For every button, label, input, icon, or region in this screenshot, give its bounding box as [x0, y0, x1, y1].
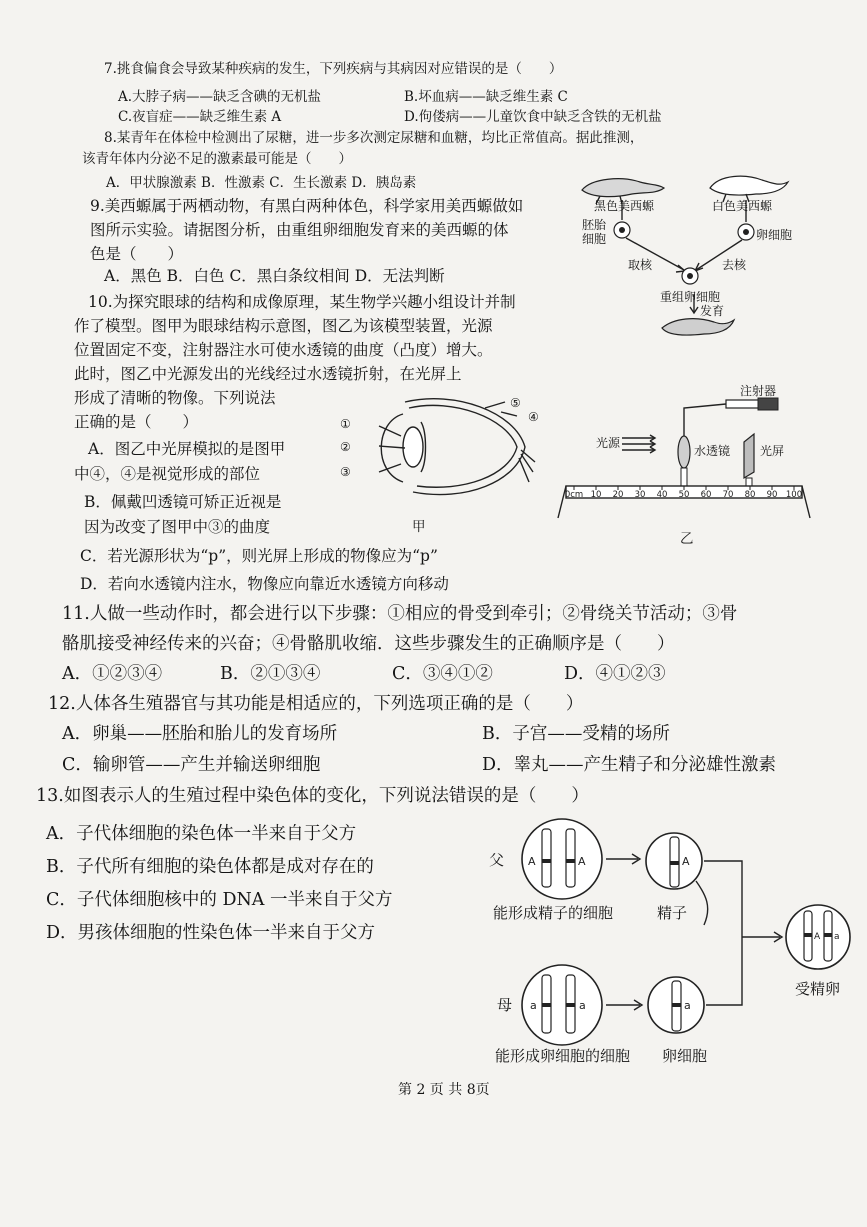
q11-stem-line2: 骼肌接受神经传来的兴奋；④骨骼肌收缩．这些步骤发生的正确顺序是（ ）: [62, 634, 675, 654]
label-egg-cell: 卵细胞: [756, 228, 793, 242]
q13-option-a: A．子代体细胞的染色体一半来自于父方: [46, 824, 357, 844]
q12-option-d: D．睾丸——产生精子和分泌雄性激素: [482, 755, 777, 775]
q8-stem-line1: 8.某青年在体检中检测出了尿糖，进一步多次测定尿糖和血糖，均比正常值高。据此推测，: [104, 130, 644, 146]
water-lens-drawing: [678, 436, 690, 468]
gene-a-egg: a: [684, 999, 691, 1012]
ruler-tick-label: 30: [634, 490, 646, 500]
model-diagram-label: 乙: [680, 531, 694, 547]
gene-a-mother-left: a: [530, 999, 537, 1012]
q11-option-b: B．②①③④: [220, 664, 321, 684]
q10-option-a-line1: A．图乙中光屏模拟的是图甲: [88, 440, 286, 458]
gene-A-father-left: A: [528, 855, 536, 868]
label-white-axolotl: 白色美西螈: [712, 199, 773, 213]
eye-mark-2: ②: [340, 440, 351, 454]
q7-option-b: B.坏血病——缺乏维生素 C: [404, 89, 568, 105]
q9-stem-line1: 9.美西螈属于两栖动物，有黑白两种体色，科学家用美西螈做如: [90, 197, 524, 215]
ruler-tick-label: 90: [766, 490, 778, 500]
ruler-tick-label: 40: [656, 490, 668, 500]
label-recombined-egg: 重组卵细胞: [660, 290, 721, 304]
q8-options: A．甲状腺激素 B．性激素 C．生长激素 D．胰岛素: [106, 175, 417, 191]
ruler-tick-label: 70: [722, 490, 734, 500]
label-water-lens: 水透镜: [694, 444, 731, 458]
q12-option-a: A．卵巢——胚胎和胎儿的发育场所: [62, 724, 338, 744]
eye-mark-4: ④: [528, 410, 539, 424]
q10-stem-line4: 此时，图乙中光源发出的光线经过水透镜折射，在光屏上: [74, 365, 462, 383]
eye-mark-1: ①: [340, 417, 351, 431]
ruler-tick-label: 100: [785, 490, 803, 500]
label-syringe: 注射器: [740, 384, 777, 398]
q7-option-a: A.大脖子病——缺乏含碘的无机盐: [118, 89, 322, 105]
offspring-axolotl-drawing: [662, 319, 734, 335]
ruler-tick-label: 10: [590, 490, 602, 500]
label-embryo-cell: 胚胎细胞: [582, 218, 607, 247]
axolotl-figure: [570, 168, 800, 343]
gene-a-zygote: a: [834, 932, 840, 942]
label-mother: 母: [497, 996, 513, 1014]
q12-option-c: C．输卵管——产生并输送卵细胞: [62, 755, 321, 775]
label-egg: 卵细胞: [662, 1047, 708, 1065]
label-take-nucleus: 取核: [628, 258, 653, 272]
q10-stem-line5: 形成了清晰的物像。下列说法: [74, 389, 276, 407]
gene-a-mother-right: a: [579, 999, 586, 1012]
label-screen: 光屏: [760, 444, 785, 458]
q10-option-b-line2: 因为改变了图甲中③的曲度: [84, 518, 271, 536]
q13-option-c: C．子代体细胞核中的 DNA 一半来自于父方: [46, 890, 393, 910]
gene-A-zygote: A: [814, 932, 821, 942]
ruler-tick-label: 60: [700, 490, 712, 500]
label-develop: 发育: [700, 304, 725, 318]
q11-option-a: A．①②③④: [62, 664, 163, 684]
q9-stem-line2: 图所示实验。请据图分析，由重组卵细胞发育来的美西螈的体: [90, 221, 509, 239]
label-black-axolotl: 黑色美西螈: [594, 199, 655, 213]
eye-mark-3: ③: [340, 465, 351, 479]
label-remove-nucleus: 去核: [722, 258, 747, 272]
ruler-tick-label: 80: [744, 490, 756, 500]
q10-option-d: D．若向水透镜内注水，物像应向靠近水透镜方向移动: [80, 575, 449, 593]
q7-option-c: C.夜盲症——缺乏维生素 A: [118, 109, 282, 125]
q10-option-a-line2: 中④，④是视觉形成的部位: [74, 465, 261, 483]
q13-stem: 13.如图表示人的生殖过程中染色体的变化，下列说法错误的是（ ）: [36, 786, 589, 806]
q10-stem-line1: 10.为探究眼球的结构和成像原理，某生物学兴趣小组设计并制: [88, 293, 516, 311]
q12-option-b: B．子宫——受精的场所: [482, 724, 670, 744]
q13-option-b: B．子代所有细胞的染色体都是成对存在的: [46, 857, 374, 877]
ruler-tick-label: 0cm: [564, 490, 584, 500]
label-sperm: 精子: [657, 904, 688, 922]
screen-drawing: [744, 434, 754, 478]
page-number: 第 2 页 共 8页: [398, 1082, 490, 1098]
q10-option-c: C．若光源形状为“p”，则光屏上形成的物像应为“p”: [80, 547, 438, 565]
label-father: 父: [489, 851, 505, 869]
eye-diagram: [335, 392, 535, 502]
eye-diagram-label: 甲: [412, 519, 426, 535]
label-zygote: 受精卵: [795, 980, 841, 998]
q7-stem: 7.挑食偏食会导致某种疾病的发生，下列疾病与其病因对应错误的是（ ）: [104, 61, 563, 77]
eye-mark-5: ⑤: [510, 396, 521, 410]
label-sperm-mother-cell: 能形成精子的细胞: [493, 904, 614, 922]
q10-option-b-line1: B．佩戴凹透镜可矫正近视是: [84, 493, 282, 511]
gene-A-sperm: A: [682, 855, 690, 868]
q9-options: A．黑色 B．白色 C．黑白条纹相间 D．无法判断: [104, 267, 445, 285]
label-light-source: 光源: [596, 436, 621, 450]
q10-stem-line6: 正确的是（ ）: [74, 413, 199, 431]
q9-stem-line3: 色是（ ）: [90, 245, 184, 263]
gene-A-father-right: A: [578, 855, 586, 868]
q10-stem-line3: 位置固定不变，注射器注水可使水透镜的曲度（凸度）增大。: [74, 341, 493, 359]
q11-option-c: C．③④①②: [392, 664, 493, 684]
ruler-tick-label: 50: [678, 490, 690, 500]
q8-stem-line2: 该青年体内分泌不足的激素最可能是（ ）: [82, 151, 352, 167]
q13-option-d: D．男孩体细胞的性染色体一半来自于父方: [46, 923, 376, 943]
egg-cell-chromosome: [648, 977, 704, 1033]
q12-stem: 12.人体各生殖器官与其功能是相适应的，下列选项正确的是（ ）: [48, 694, 584, 714]
q7-option-d: D.佝偻病——儿童饮食中缺乏含铁的无机盐: [404, 109, 662, 125]
q11-stem-line1: 11.人做一些动作时，都会进行以下步骤：①相应的骨受到牵引；②骨绕关节活动；③骨: [62, 604, 738, 624]
ruler-tick-label: 20: [612, 490, 624, 500]
q11-option-d: D．④①②③: [564, 664, 666, 684]
label-egg-mother-cell: 能形成卵细胞的细胞: [495, 1047, 631, 1065]
q10-stem-line2: 作了模型。图甲为眼球结构示意图，图乙为该模型装置，光源: [74, 317, 493, 335]
chromosome-figure: [490, 815, 850, 1075]
